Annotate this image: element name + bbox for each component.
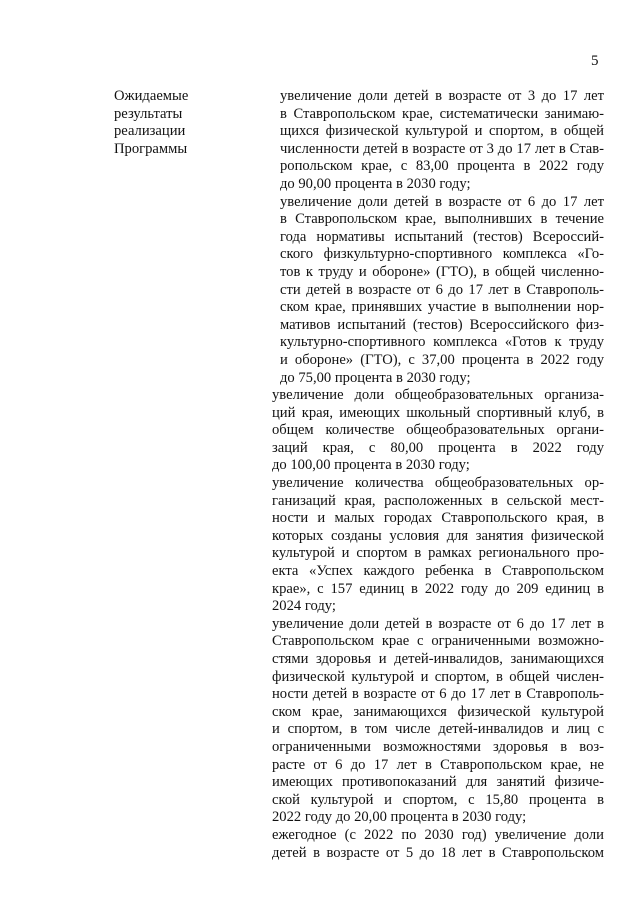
text-line: которых созданы условия для занятия физической — [272, 527, 604, 544]
text-line: общем количестве общеобразовательных органи- — [272, 422, 604, 439]
text-line: ежегодное (с 2022 по 2030 год) увеличение доли — [272, 826, 604, 843]
text-line: ском крае, принявших участие в выполнении нор- — [280, 299, 604, 316]
text-line: увеличение доли детей в возрасте от 3 до 17 лет — [280, 88, 604, 104]
text-line: физической культурой и спортом, в общей числен- — [272, 668, 604, 685]
text-line: Ставропольском крае с ограниченными возможно- — [272, 633, 604, 650]
text-line: заций края, с 80,00 процента в 2022 году — [272, 439, 604, 456]
text-line: и обороне» (ГТО), с 37,00 процента в 2022 году — [280, 351, 604, 368]
text-line: мативов испытаний (тестов) Всероссийского физ- — [280, 316, 604, 333]
row-label-line: Программы — [114, 140, 188, 157]
text-line: в Ставропольском крае, выполнивших в течение — [280, 211, 604, 228]
text-line: увеличение количества общеобразовательных ор- — [272, 475, 604, 492]
text-line: в Ставропольском крае, систематически занимаю- — [280, 105, 604, 122]
text-line: крае», с 157 единиц в 2022 году до 209 единиц в — [272, 580, 604, 597]
text-line: увеличение доли детей в возрасте от 6 до 17 лет в — [272, 615, 604, 632]
text-line: ганизаций края, расположенных в сельской мест- — [272, 492, 604, 509]
text-line: 2024 году; — [272, 598, 336, 615]
text-line: тов к труду и обороне» (ГТО), в общей численно- — [280, 263, 604, 280]
text-line: ности детей в возрасте от 6 до 17 лет в Ставрополь- — [272, 686, 604, 703]
text-line: ности и малых городах Ставропольского края, в — [272, 510, 604, 527]
text-line: ций края, имеющих школьный спортивный клуб, в — [272, 404, 604, 421]
text-line: 2022 году до 20,00 процента в 2030 году; — [272, 809, 527, 826]
page-number: 5 — [591, 53, 599, 69]
text-line: ском крае, занимающихся физической культурой — [272, 703, 604, 720]
text-line: щихся физической культурой и спортом, в общей — [280, 123, 604, 140]
text-line: до 75,00 процента в 2030 году; — [280, 369, 471, 386]
text-line: ского физкультурно-спортивного комплекса «Го- — [280, 246, 604, 263]
text-line: до 90,00 процента в 2030 году; — [280, 175, 471, 192]
text-line: ограниченными возможностями здоровья в воз- — [272, 738, 604, 755]
text-line: и спортом, в том числе детей-инвалидов и лиц с — [272, 721, 604, 738]
text-line: имеющих противопоказаний для занятий физиче- — [272, 774, 604, 791]
text-line: года нормативы испытаний (тестов) Всероссий- — [280, 228, 604, 245]
row-content — [272, 88, 604, 862]
row-label-line: результаты — [114, 105, 183, 122]
text-line: стями здоровья и детей-инвалидов, занимающихся — [272, 651, 604, 667]
text-line: культурно-спортивного комплекса «Готов к труду — [280, 334, 604, 351]
text-line: екта «Успех каждого ребенка в Ставропольском — [272, 563, 604, 580]
text-line: расте от 6 до 17 лет в Ставропольском крае, не — [272, 756, 604, 773]
text-line: ской культурой и спортом, с 15,80 процента в — [272, 791, 604, 808]
text-line: до 100,00 процента в 2030 году; — [272, 457, 470, 474]
text-line: увеличение доли детей в возрасте от 6 до 17 лет — [280, 193, 604, 210]
row-label-line: Ожидаемые — [114, 88, 189, 104]
text-line: увеличение доли общеобразовательных организа- — [272, 387, 604, 404]
row-label — [114, 88, 264, 158]
text-line: культурой и спортом в рамках регионального про- — [272, 545, 604, 562]
row-label-line: реализации — [114, 123, 186, 140]
text-line: детей в возрасте от 5 до 18 лет в Ставропольском — [272, 844, 604, 861]
text-line: ропольском крае, с 83,00 процента в 2022 году — [280, 158, 604, 175]
text-line: численности детей в возрасте от 3 до 17 лет в Став- — [280, 140, 604, 157]
text-line: сти детей в возрасте от 6 до 17 лет в Ставрополь- — [280, 281, 604, 298]
